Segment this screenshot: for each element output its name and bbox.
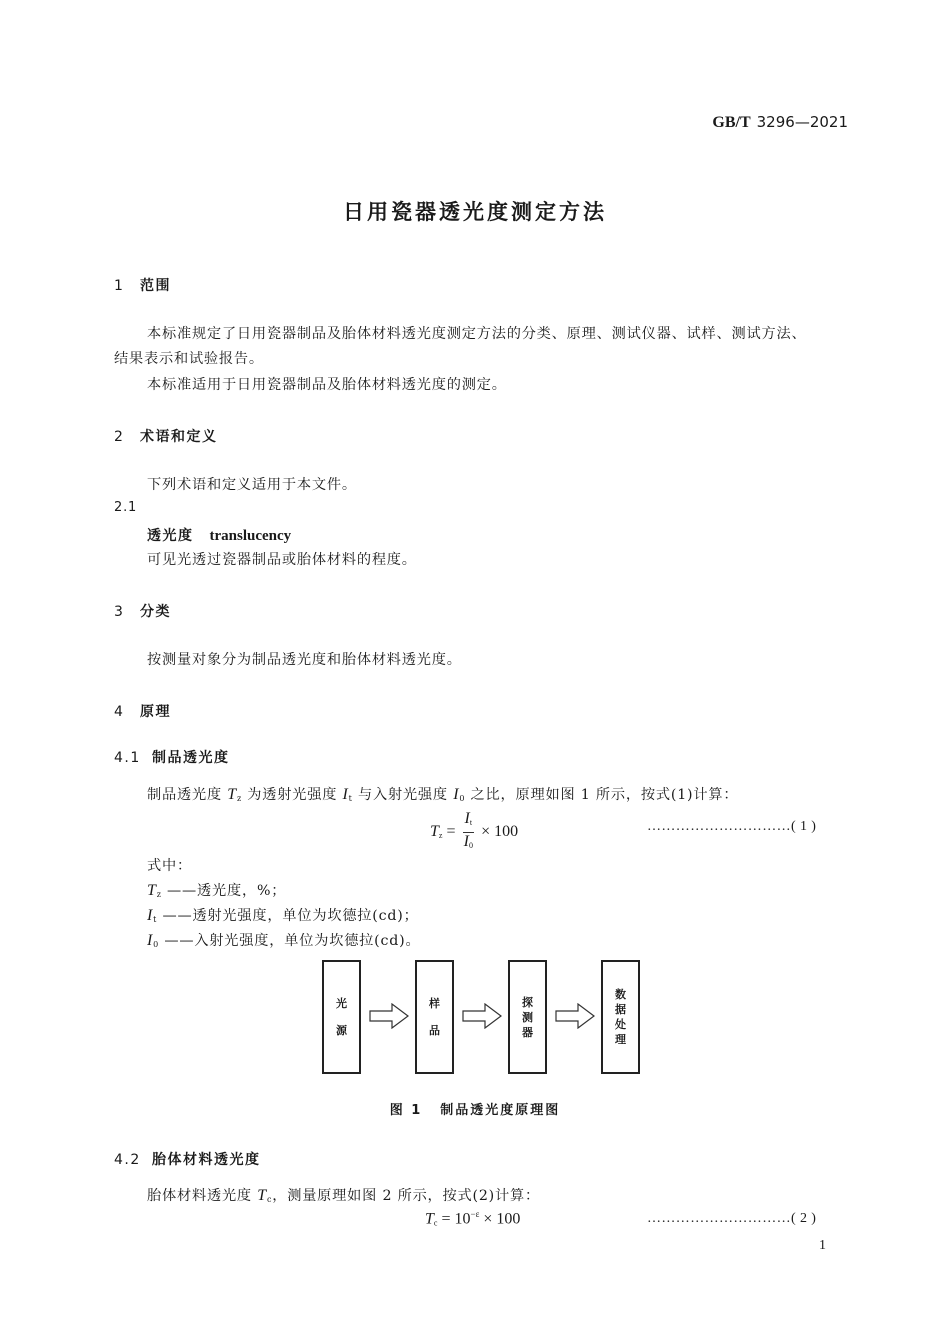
section-2-heading: 2 术语和定义 (114, 429, 218, 445)
standard-code: 3296—2021 (756, 113, 848, 131)
section-3-paragraph: 按测量对象分为制品透光度和胎体材料透光度。 (147, 652, 462, 668)
diagram-box-detector: 探 测 器 (508, 960, 547, 1074)
section-4-heading: 4 原理 (114, 704, 171, 720)
where-label: 式中： (147, 858, 192, 874)
section-1-paragraph-2: 本标准适用于日用瓷器制品及胎体材料透光度的测定。 (147, 377, 507, 393)
diagram-box-data-processing: 数 据 处 理 (601, 960, 640, 1074)
page-number: 1 (819, 1238, 826, 1253)
formula-2-label: …………………………( 2 ) (647, 1211, 817, 1226)
section-4-1-paragraph: 制品透光度 $T_z$ 为透射光强度 $I_t$ 与入射光强度 $I_0$ 之比，原理如图 1 所示，按式(1)计算： (147, 786, 739, 803)
variable-definition: $I_t$ ——透射光强度，单位为坎德拉(cd)； (147, 907, 419, 924)
term-definition: 可见光透过瓷器制品或胎体材料的程度。 (147, 552, 417, 568)
section-3-heading: 3 分类 (114, 604, 171, 620)
diagram-box-light-source: 光 源 (322, 960, 361, 1074)
clause-2-1-number: 2.1 (114, 500, 138, 515)
document-title: 日用瓷器透光度测定方法 (343, 200, 607, 224)
section-2-paragraph: 下列术语和定义适用于本文件。 (147, 477, 357, 493)
section-1-paragraph-1-line-1: 本标准规定了日用瓷器制品及胎体材料透光度测定方法的分类、原理、测试仪器、试样、测试方法、 (147, 326, 807, 342)
figure-1-caption: 图 1 制品透光度原理图 (389, 1103, 561, 1118)
standard-prefix: GB/T (712, 114, 751, 131)
diagram-box-sample: 样 品 (415, 960, 454, 1074)
variable-definition: $T_z$ ——透光度，%； (147, 882, 287, 899)
arrow-right-icon (369, 1003, 409, 1029)
section-4-2-heading: 4.2 胎体材料透光度 (114, 1152, 261, 1168)
section-1-paragraph-1-line-2: 结果表示和试验报告。 (114, 351, 264, 367)
fraction: $\frac{I_t}{I_0}$ (463, 810, 473, 850)
variable-definition: $I_0$ ——入射光强度，单位为坎德拉(cd)。 (147, 932, 421, 949)
term-entry: 透光度 translucency (147, 528, 292, 544)
formula-1: $T_z$ = $\frac{I_t}{I_0}$ × 100 (430, 810, 518, 855)
arrow-right-icon (462, 1003, 502, 1029)
standard-number (712, 113, 848, 132)
arrow-right-icon (555, 1003, 595, 1029)
section-4-1-heading: 4.1 制品透光度 (114, 750, 230, 766)
formula-1-label: …………………………( 1 ) (647, 819, 817, 834)
formula-2: $T_c = 10^{-\varepsilon} \times 100$ (425, 1209, 521, 1228)
section-1-heading: 1 范围 (114, 278, 171, 294)
section-4-2-paragraph: 胎体材料透光度 $T_c$，测量原理如图 2 所示，按式(2)计算： (147, 1187, 540, 1204)
